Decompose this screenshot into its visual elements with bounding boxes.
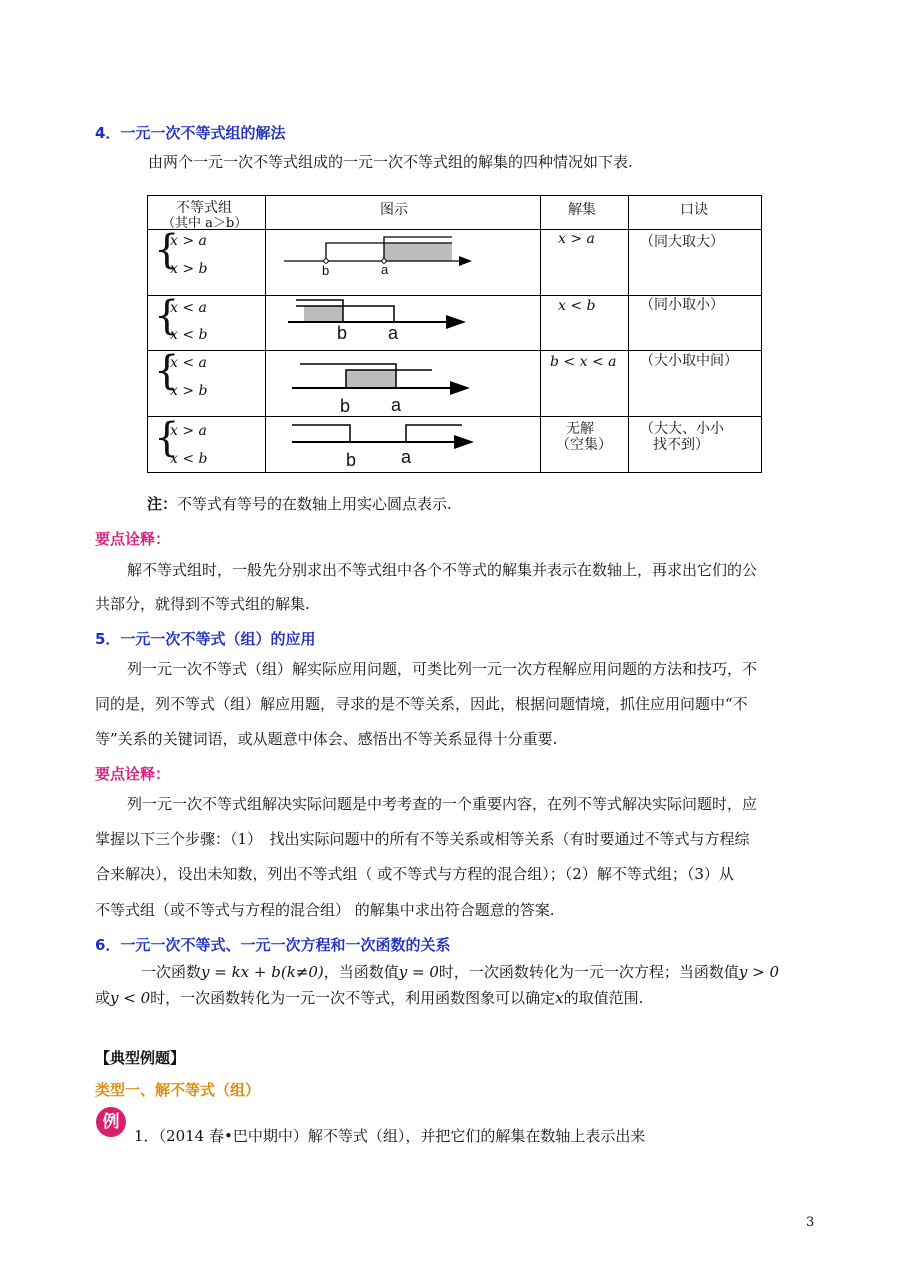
header-solution: 解集: [568, 202, 596, 218]
row3-ineq1: x < a: [170, 355, 207, 371]
row4-rule-line1: （大大、小小: [640, 421, 724, 437]
row4-solution-line1: 无解: [566, 421, 594, 437]
row1-solution: x > a: [558, 231, 595, 247]
system-brace: {: [154, 415, 180, 461]
type-1-heading: 类型一、解不等式（组）: [95, 1081, 261, 1099]
row3-label-a: a: [391, 395, 402, 415]
row2-label-b: b: [337, 323, 348, 343]
row1-label-a: a: [381, 262, 389, 277]
note-label: 注：: [147, 495, 178, 513]
math-x: x: [555, 989, 564, 1007]
row2-ineq2: x < b: [170, 327, 208, 343]
key2-line2: 掌握以下三个步骤：（1） 找出实际问题中的所有不等关系或相等关系（有时要通过不等式与方程综: [95, 830, 750, 848]
row3-solution: b < x < a: [550, 354, 617, 370]
header-system-line2: （其中 a＞b）: [162, 216, 248, 231]
row3-rule: （大小取中间）: [640, 353, 738, 369]
inequality-table: [147, 195, 762, 473]
math-linear-function: y = kx + b(k≠0): [201, 963, 324, 981]
row2-rule: （同小取小）: [640, 297, 724, 313]
section-4-intro: 由两个一元一次不等式组成的一元一次不等式组的解集的四种情况如下表.: [148, 153, 633, 171]
section-5-heading: 5．一元一次不等式（组）的应用: [95, 630, 316, 648]
note: [147, 497, 452, 512]
s5-line2: 同的是，列不等式（组）解应用题，寻求的是不等关系，因此，根据问题情境，抓住应用问题中“不: [95, 695, 748, 713]
key1-line1: 解不等式组时，一般先分别求出不等式组中各个不等式的解集并表示在数轴上，再求出它们的公: [127, 561, 758, 579]
row1-number-line: [266, 230, 540, 295]
key1-line2: 共部分，就得到不等式组的解集.: [95, 595, 310, 613]
row1-ineq1: x > a: [170, 233, 207, 249]
row1-rule: （同大取大）: [640, 234, 724, 250]
row3-label-b: b: [340, 396, 351, 416]
math-y-less-zero: y < 0: [110, 989, 151, 1007]
note-text: 不等式有等号的在数轴上用实心圆点表示.: [177, 495, 452, 513]
header-rule: 口诀: [680, 202, 708, 218]
row4-solution-line2: （空集）: [556, 437, 612, 453]
s5-line3: 等”关系的关键词语，或从题意中体会、感悟出不等关系显得十分重要.: [95, 730, 558, 748]
key2-line1: 列一元一次不等式组解决实际问题是中考考查的一个重要内容，在列不等式解决实际问题时，应: [127, 795, 758, 813]
s6-line2: 或y < 0时，一次函数转化为一元一次不等式，利用函数图象可以确定x的取值范围.: [95, 989, 644, 1007]
row4-label-a: a: [401, 447, 412, 467]
s5-line1: 列一元一次不等式（组）解实际应用问题，可类比列一元一次方程解应用问题的方法和技巧，不: [127, 660, 758, 678]
math-y-equals-zero: y = 0: [398, 963, 439, 981]
row3-number-line: [266, 351, 540, 416]
system-brace: {: [154, 227, 180, 273]
row2-label-a: a: [388, 323, 399, 343]
row4-label-b: b: [346, 450, 357, 470]
section-4-heading: 4．一元一次不等式组的解法: [95, 124, 286, 142]
header-system-line1: 不等式组: [176, 200, 232, 216]
row4-rule-line2: 找不到）: [653, 437, 709, 453]
example-badge-icon: 例: [96, 1107, 126, 1137]
row2-number-line: [266, 296, 540, 351]
key2-line3: 合来解决），设出未知数，列出不等式组（ 或不等式与方程的混合组）；（2）解不等式组；（3）从: [95, 865, 734, 883]
row1-label-b: b: [322, 263, 330, 278]
examples-heading: 【典型例题】: [95, 1049, 186, 1067]
row2-ineq1: x < a: [170, 300, 207, 316]
header-diagram: 图示: [380, 202, 408, 218]
row2-solution: x < b: [558, 298, 596, 314]
question-1: 1．（2014 春•巴中期中）解不等式（组），并把它们的解集在数轴上表示出来: [134, 1127, 646, 1145]
row4-ineq1: x > a: [170, 423, 207, 439]
math-y-greater-zero: y > 0: [738, 963, 780, 981]
page-number: 3: [806, 1215, 815, 1230]
section-6-heading: 6．一元一次不等式、一元一次方程和一次函数的关系: [95, 936, 451, 954]
system-brace: {: [154, 348, 180, 394]
row1-ineq2: x > b: [170, 261, 208, 277]
key2-line4: 不等式组（或不等式与方程的混合组） 的解集中求出符合题意的答案.: [95, 901, 555, 919]
row3-ineq2: x > b: [170, 383, 208, 399]
s6-line1: 一次函数y = kx + b(k≠0)，当函数值y = 0时，一次函数转化为一元一次方程；当函数值y > 0: [141, 963, 780, 981]
row4-ineq2: x < b: [170, 451, 208, 467]
key-points-heading-2: 要点诠释：: [95, 765, 171, 783]
key-points-heading-1: 要点诠释：: [95, 530, 171, 548]
system-brace: {: [154, 293, 180, 339]
